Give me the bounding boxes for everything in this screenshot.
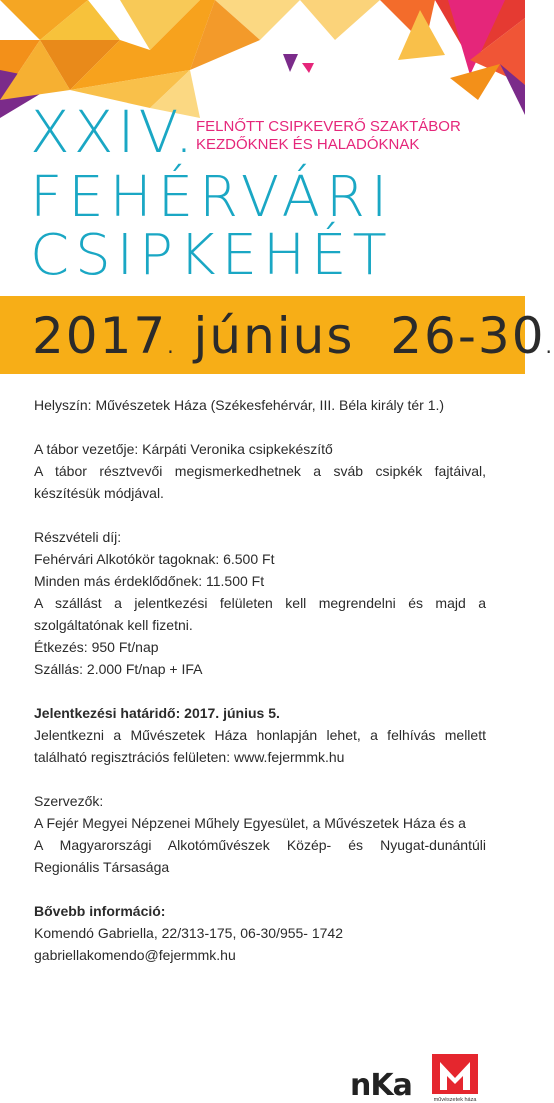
event-title-line-1: FEHÉRVÁRI: [30, 165, 394, 230]
meals-price: Étkezés: 950 Ft/nap: [34, 639, 159, 655]
event-details: [34, 394, 486, 966]
organizers-line-2: A Magyarországi Alkotóművészek Közép- és Nyugat-dunántúli Regionális Társasága: [34, 837, 486, 875]
apply-text: Jelentkezni a Művészetek Háza honlapján lehet, a felhívás mellett található regisztrációs felületen: www.fejermmk.hu: [34, 727, 486, 765]
description-text: A tábor résztvevői megismerkedhetnek a sváb csipkék fajtáival, készítésük módjával.: [34, 463, 486, 501]
lodging-price: Szállás: 2.000 Ft/nap + IFA: [34, 661, 203, 677]
date-dot: .: [167, 334, 176, 358]
event-date: [32, 306, 554, 376]
mh-caption: művészetek háza: [433, 1097, 477, 1103]
fee-note: A szállást a jelentkezési felületen kell megrendelni és majd a szolgáltatónak kell fizetni.: [34, 595, 486, 633]
date-days: 26-30: [390, 307, 546, 365]
event-title-line-2: CSIPKEHÉT: [30, 223, 393, 288]
nka-logo: nKa: [350, 1068, 412, 1103]
fee-others: Minden más érdeklődőnek: 11.500 Ft: [34, 573, 265, 589]
fee-members: Fehérvári Alkotókör tagoknak: 6.500 Ft: [34, 551, 275, 567]
deco-triangle: [450, 64, 500, 100]
date-year: 2017: [32, 307, 168, 365]
deco-triangle: [300, 0, 380, 40]
organizers-line-1: A Fejér Megyei Népzenei Műhely Egyesület, a Művészetek Háza és a: [34, 815, 466, 831]
more-info-heading: Bővebb információ:: [34, 903, 166, 919]
contact-text: Komendó Gabriella, 22/313-175, 06-30/955- 1742: [34, 925, 343, 941]
fee-heading: Részvételi díj:: [34, 529, 122, 545]
deco-triangle: [283, 54, 298, 72]
location-text: Helyszín: Művészetek Háza (Székesfehérvár, III. Béla király tér 1.): [34, 397, 445, 413]
leader-text: A tábor vezetője: Kárpáti Veronika csipkekészítő: [34, 441, 333, 457]
deadline-text: Jelentkezési határidő: 2017. június 5.: [34, 705, 280, 721]
organizers-heading: Szervezők:: [34, 793, 104, 809]
subtitle-line-1: FELNŐTT CSIPKEVERŐ SZAKTÁBOR: [196, 118, 461, 135]
deco-triangle: [302, 63, 314, 73]
event-subtitle: [196, 118, 461, 154]
date-dot: .: [545, 334, 554, 358]
muveszetek-haza-logo: [432, 1054, 478, 1103]
date-month: június: [193, 307, 355, 365]
edition-number: XXIV.: [30, 98, 198, 166]
email-text: gabriellakomendo@fejermmk.hu: [34, 947, 236, 963]
subtitle-line-2: KEZDŐKNEK ÉS HALADÓKNAK: [196, 136, 420, 153]
